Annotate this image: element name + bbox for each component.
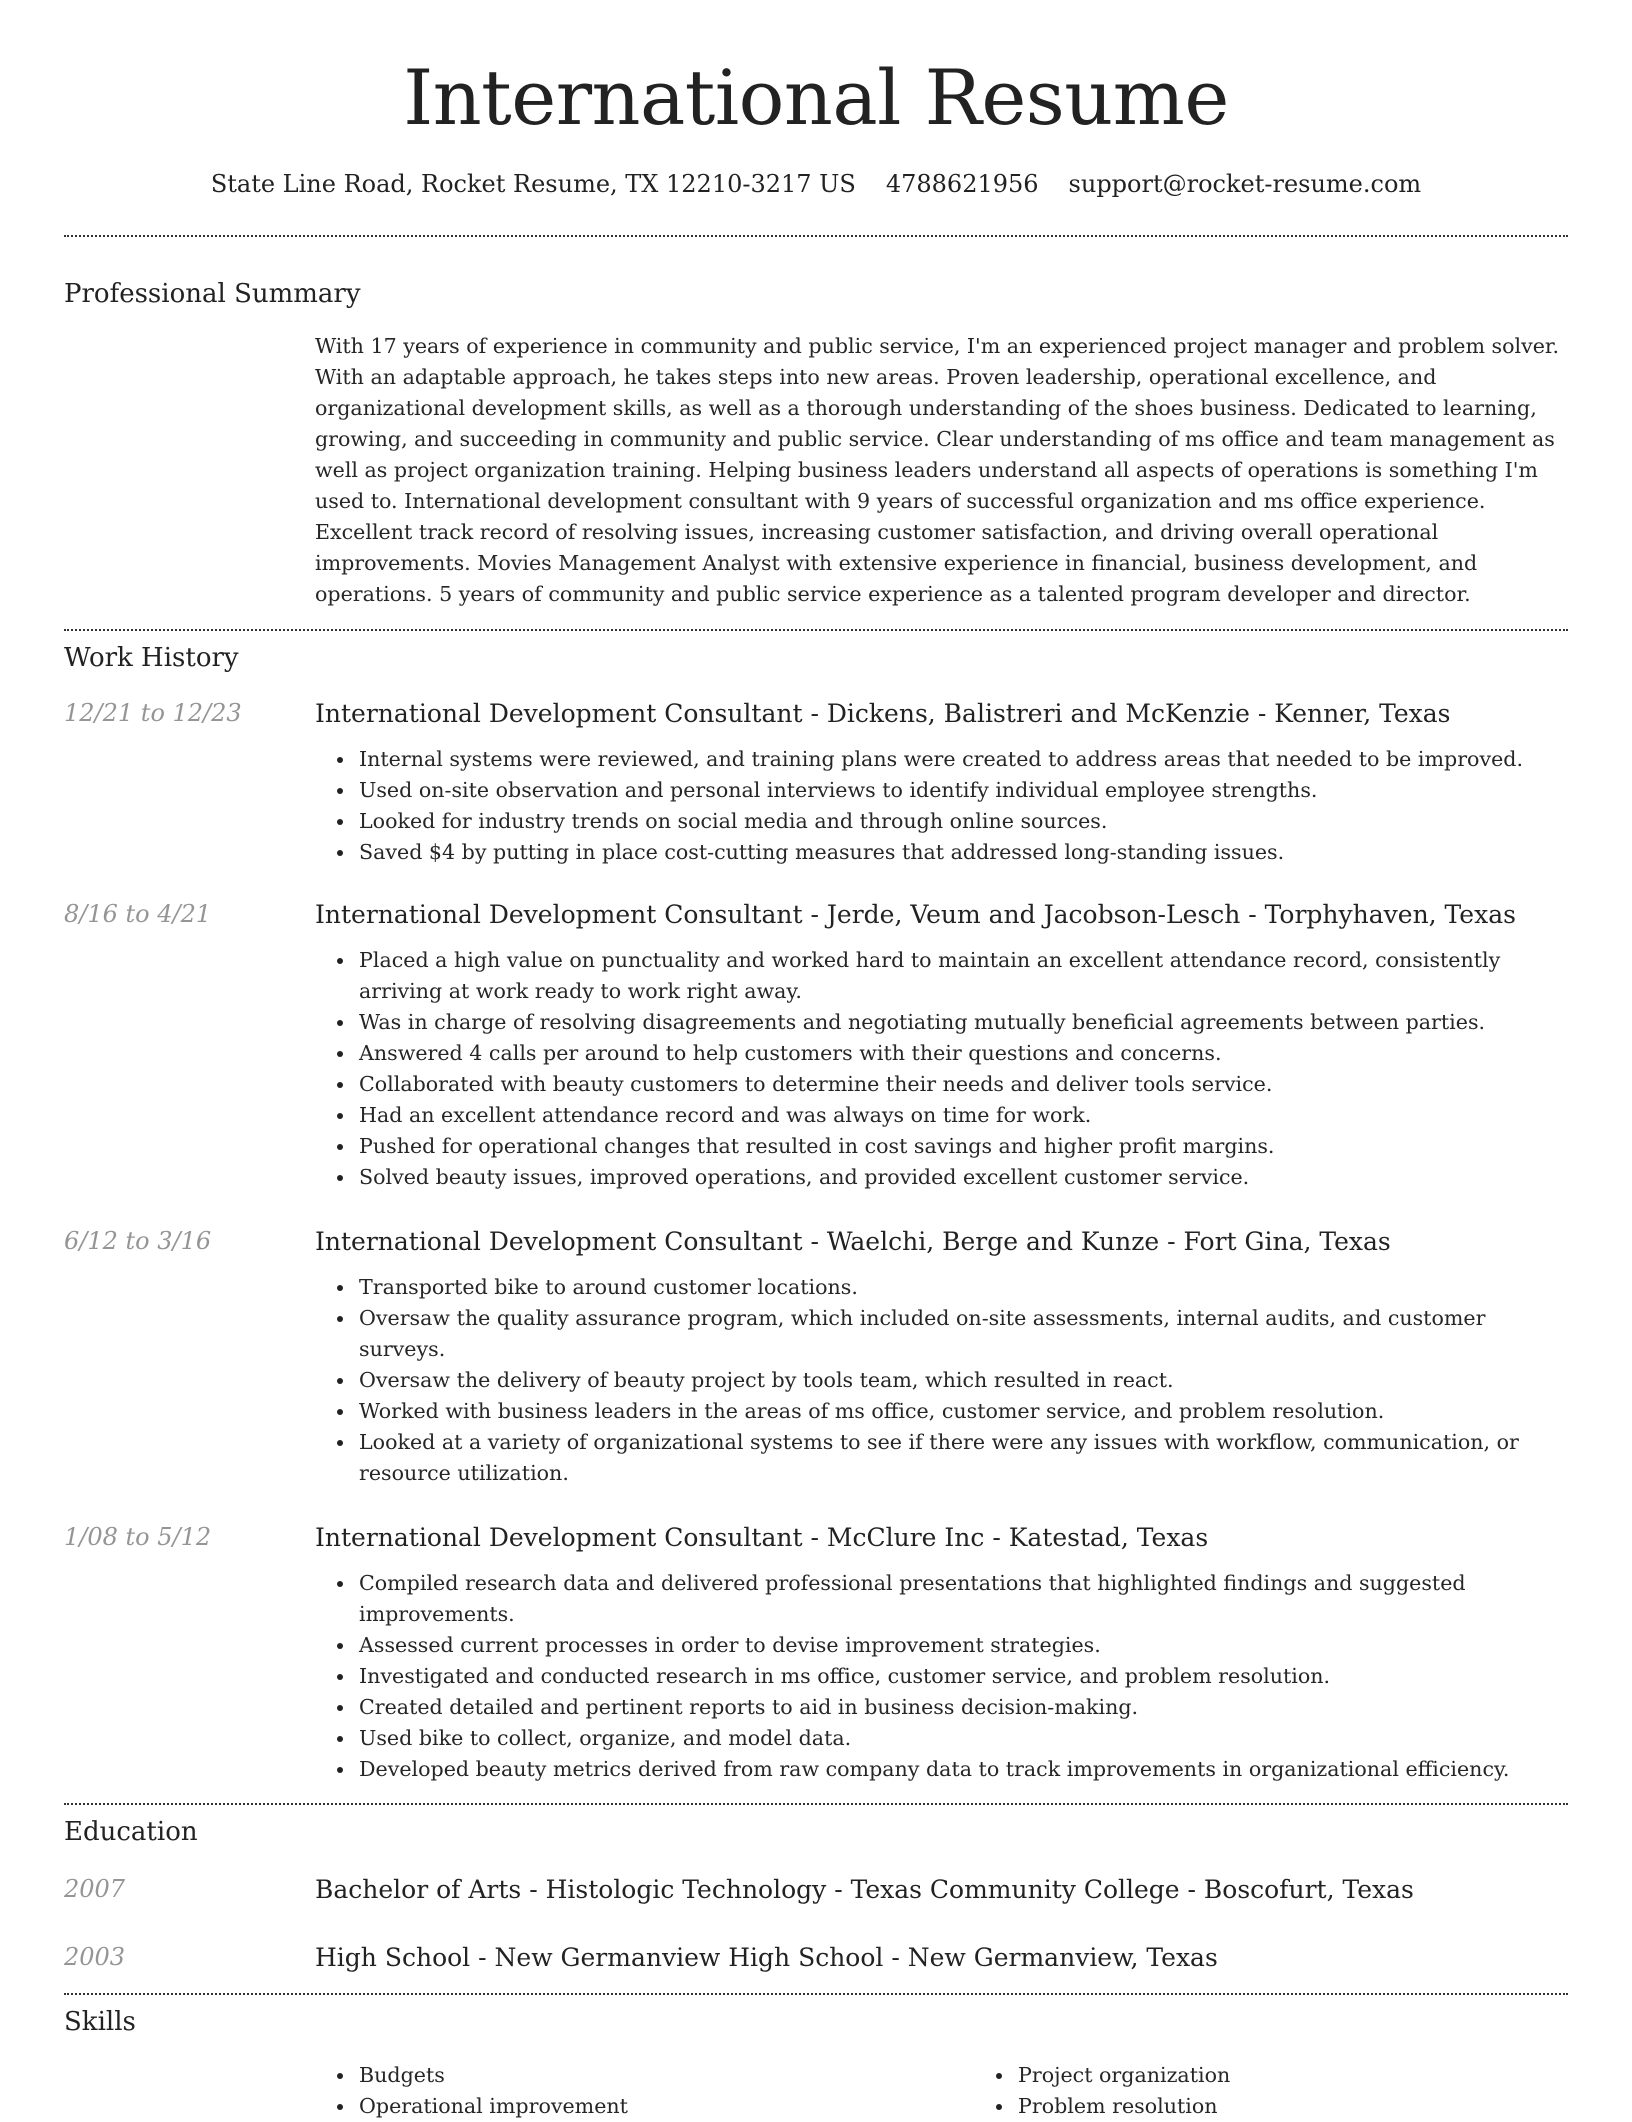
- job-heading: [315, 1227, 1568, 1257]
- skills-row: [64, 2060, 1568, 2122]
- job-dates: 6/12 to 3/16: [64, 1227, 212, 1256]
- contact-email: support@rocket-resume.com: [1068, 170, 1422, 198]
- skills-column-right: [974, 2060, 1632, 2122]
- skills-column-left: [315, 2060, 974, 2122]
- job-bullet: Collaborated with beauty customers to determine their needs and deliver tools service.: [359, 1069, 1568, 1100]
- education-heading: [315, 1943, 1568, 1973]
- job-bullet: Oversaw the delivery of beauty project by tools team, which resulted in react.: [359, 1365, 1568, 1396]
- job-entry: [64, 1227, 1568, 1489]
- skill-item: Problem resolution: [1018, 2091, 1632, 2122]
- section-title-work: Work History: [64, 642, 239, 673]
- job-bullets: [315, 1568, 1568, 1785]
- job-title: International Development Consultant: [315, 1523, 803, 1553]
- section-title-summary: Professional Summary: [64, 278, 361, 309]
- job-details: - Waelchi, Berge and Kunze - Fort Gina, Texas: [802, 1227, 1391, 1257]
- job-content: [315, 1523, 1568, 1785]
- job-details: - Dickens, Balistreri and McKenzie - Kenner, Texas: [802, 699, 1451, 729]
- education-year: 2007: [64, 1875, 126, 1904]
- divider: [64, 1993, 1568, 1995]
- contact-phone: 4788621956: [885, 170, 1039, 198]
- education-details: - New Germanview High School - New Germanview, Texas: [470, 1943, 1218, 1973]
- job-bullets: [315, 1272, 1568, 1489]
- section-title-education: Education: [64, 1817, 198, 1848]
- job-bullet: Was in charge of resolving disagreements and negotiating mutually beneficial agreements between parties.: [359, 1007, 1568, 1038]
- section-title-skills: Skills: [64, 2007, 136, 2038]
- job-bullet: Transported bike to around customer locations.: [359, 1272, 1568, 1303]
- education-entry: [64, 1875, 1568, 1905]
- education-heading: [315, 1875, 1568, 1905]
- job-entry: [64, 900, 1568, 1193]
- job-content: [315, 900, 1568, 1193]
- job-title: International Development Consultant: [315, 900, 803, 930]
- job-bullets: [315, 744, 1568, 868]
- job-details: - McClure Inc - Katestad, Texas: [802, 1523, 1209, 1553]
- divider: [64, 1803, 1568, 1805]
- job-bullets: [315, 945, 1568, 1193]
- education-details: - Histologic Technology - Texas Community College - Boscofurt, Texas: [521, 1875, 1414, 1905]
- job-bullet: Looked at a variety of organizational systems to see if there were any issues with workflow, communication, or resource utilization.: [359, 1427, 1568, 1489]
- resume-title: International Resume: [403, 53, 1229, 142]
- job-bullet: Used on-site observation and personal interviews to identify individual employee strengths.: [359, 775, 1568, 806]
- job-bullet: Solved beauty issues, improved operations, and provided excellent customer service.: [359, 1162, 1568, 1193]
- job-bullet: Assessed current processes in order to devise improvement strategies.: [359, 1630, 1568, 1661]
- education-degree: High School: [315, 1943, 471, 1973]
- job-heading: [315, 1523, 1568, 1553]
- job-details: - Jerde, Veum and Jacobson-Lesch - Torphyhaven, Texas: [802, 900, 1516, 930]
- job-bullet: Placed a high value on punctuality and worked hard to maintain an excellent attendance record, consistently arriving at work ready to work right away.: [359, 945, 1568, 1007]
- job-bullet: Oversaw the quality assurance program, which included on-site assessments, internal audits, and customer surveys.: [359, 1303, 1568, 1365]
- summary-text: With 17 years of experience in community and public service, I'm an experienced project manager and problem solver. With an adaptable approach, he takes steps into new areas. Proven leadership, operational excellence, and organizational development skills, as well as a thorough understanding of the shoes business. Dedicated to learning, growing, and succeeding in community and public service. Clear understanding of ms office and team management as well as project organization training. Helping business leaders understand all aspects of operations is something I'm used to. International development consultant with 9 years of successful organization and ms office experience. Excellent track record of resolving issues, increasing customer satisfaction, and driving overall operational improvements. Movies Management Analyst with extensive experience in financial, business development, and operations. 5 years of community and public service experience as a talented program developer and director.: [315, 333, 1560, 606]
- education-year: 2003: [64, 1943, 126, 1972]
- job-heading: [315, 699, 1568, 729]
- job-heading: [315, 900, 1568, 930]
- education-degree: Bachelor of Arts: [315, 1875, 522, 1905]
- job-dates: 12/21 to 12/23: [64, 699, 242, 728]
- job-dates: 1/08 to 5/12: [64, 1523, 212, 1552]
- resume-page: [64, 0, 1568, 2122]
- skill-item: Budgets: [359, 2060, 974, 2091]
- job-title: International Development Consultant: [315, 699, 803, 729]
- contact-address: State Line Road, Rocket Resume, TX 12210-3217 US: [210, 170, 856, 198]
- job-entry: [64, 1523, 1568, 1785]
- job-bullet: Compiled research data and delivered professional presentations that highlighted findings and suggested improvements.: [359, 1568, 1568, 1630]
- skills-list: [315, 2060, 1632, 2122]
- job-bullet: Answered 4 calls per around to help customers with their questions and concerns.: [359, 1038, 1568, 1069]
- job-bullet: Internal systems were reviewed, and training plans were created to address areas that needed to be improved.: [359, 744, 1568, 775]
- summary-row: [64, 331, 1568, 610]
- job-bullet: Used bike to collect, organize, and model data.: [359, 1723, 1568, 1754]
- job-bullet: Investigated and conducted research in ms office, customer service, and problem resolution.: [359, 1661, 1568, 1692]
- job-content: [315, 699, 1568, 868]
- skill-item: Project organization: [1018, 2060, 1632, 2091]
- job-bullet: Had an excellent attendance record and was always on time for work.: [359, 1100, 1568, 1131]
- divider: [64, 235, 1568, 237]
- education-entry: [64, 1943, 1568, 1973]
- job-bullet: Saved $4 by putting in place cost-cutting measures that addressed long-standing issues.: [359, 837, 1568, 868]
- job-bullet: Pushed for operational changes that resulted in cost savings and higher profit margins.: [359, 1131, 1568, 1162]
- job-entry: [64, 699, 1568, 868]
- job-bullet: Created detailed and pertinent reports to aid in business decision-making.: [359, 1692, 1568, 1723]
- divider: [64, 629, 1568, 631]
- job-dates: 8/16 to 4/21: [64, 900, 212, 929]
- job-content: [315, 1227, 1568, 1489]
- job-title: International Development Consultant: [315, 1227, 803, 1257]
- skill-item: Operational improvement: [359, 2091, 974, 2122]
- job-bullet: Looked for industry trends on social media and through online sources.: [359, 806, 1568, 837]
- job-bullet: Developed beauty metrics derived from raw company data to track improvements in organizational efficiency.: [359, 1754, 1568, 1785]
- job-bullet: Worked with business leaders in the areas of ms office, customer service, and problem resolution.: [359, 1396, 1568, 1427]
- contact-line: [64, 170, 1568, 199]
